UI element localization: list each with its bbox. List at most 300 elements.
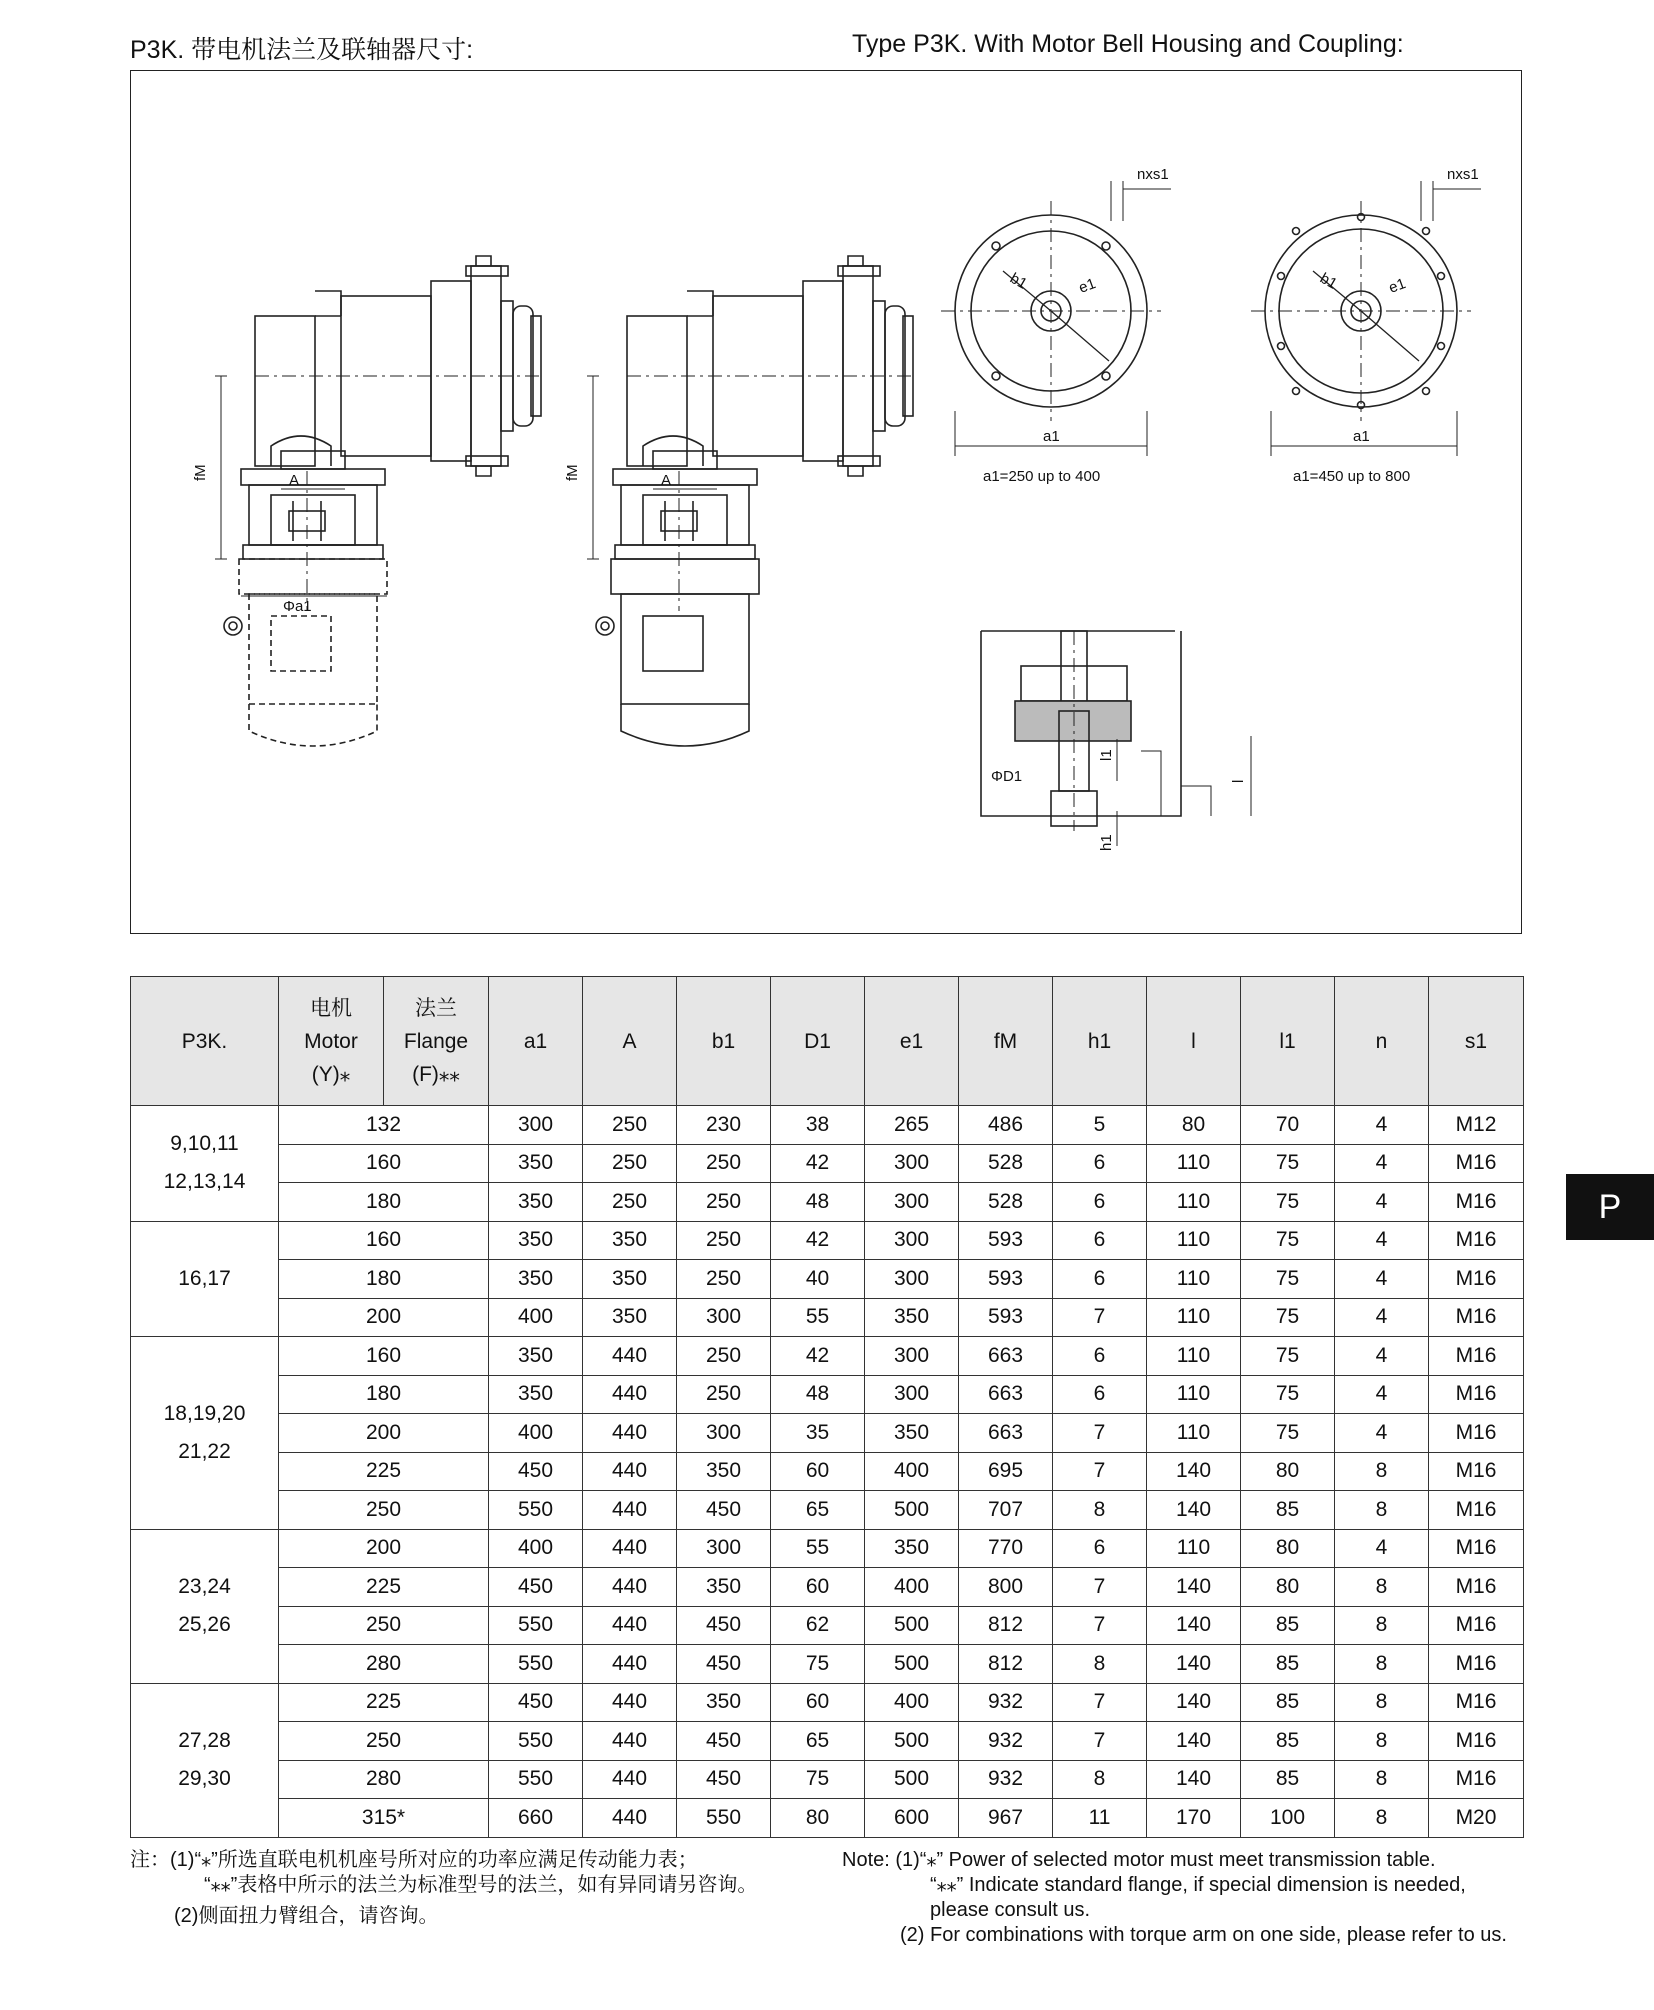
flange-large-drawing bbox=[1251, 181, 1481, 456]
value-cell: 75 bbox=[771, 1760, 865, 1799]
header-flange-cn: 法兰 bbox=[415, 996, 457, 1020]
value-cell: 65 bbox=[771, 1491, 865, 1530]
value-cell: 110 bbox=[1147, 1221, 1241, 1260]
value-cell: 450 bbox=[489, 1452, 583, 1491]
value-cell: 250 bbox=[583, 1144, 677, 1183]
value-cell: 660 bbox=[489, 1799, 583, 1838]
value-cell: 140 bbox=[1147, 1491, 1241, 1530]
value-cell: 250 bbox=[677, 1183, 771, 1222]
value-cell: 70 bbox=[1241, 1106, 1335, 1145]
value-cell: 550 bbox=[489, 1760, 583, 1799]
value-cell: 110 bbox=[1147, 1337, 1241, 1376]
value-cell: M16 bbox=[1429, 1298, 1524, 1337]
value-cell: M16 bbox=[1429, 1221, 1524, 1260]
value-cell: 48 bbox=[771, 1375, 865, 1414]
value-cell: 250 bbox=[677, 1260, 771, 1299]
value-cell: 440 bbox=[583, 1606, 677, 1645]
value-cell: 60 bbox=[771, 1683, 865, 1722]
nxs1-label-small: nxs1 bbox=[1137, 166, 1169, 183]
value-cell: M16 bbox=[1429, 1760, 1524, 1799]
value-cell: 75 bbox=[1241, 1414, 1335, 1453]
value-cell: 7 bbox=[1053, 1683, 1147, 1722]
value-cell: 6 bbox=[1053, 1221, 1147, 1260]
value-cell: M16 bbox=[1429, 1375, 1524, 1414]
value-cell: 55 bbox=[771, 1298, 865, 1337]
note-en-line-1: Note: (1)“⁎” Power of selected motor must meet transmission table. bbox=[842, 1849, 1436, 1871]
value-cell: 75 bbox=[771, 1645, 865, 1684]
value-cell: 707 bbox=[959, 1491, 1053, 1530]
value-cell: 140 bbox=[1147, 1452, 1241, 1491]
a-label-right: A bbox=[661, 472, 672, 489]
value-cell: 550 bbox=[489, 1645, 583, 1684]
nxs1-label-large: nxs1 bbox=[1447, 166, 1479, 183]
header-fM: fM bbox=[959, 977, 1053, 1106]
value-cell: 75 bbox=[1241, 1337, 1335, 1376]
value-cell: 400 bbox=[865, 1452, 959, 1491]
size-group-line: 16,17 bbox=[178, 1266, 231, 1290]
value-cell: 6 bbox=[1053, 1260, 1147, 1299]
value-cell: 440 bbox=[583, 1683, 677, 1722]
value-cell: 350 bbox=[865, 1414, 959, 1453]
value-cell: 350 bbox=[489, 1144, 583, 1183]
table-row bbox=[131, 1414, 1524, 1453]
value-cell: 440 bbox=[583, 1337, 677, 1376]
flange-small-caption: a1=250 up to 400 bbox=[983, 468, 1101, 485]
value-cell: 230 bbox=[677, 1106, 771, 1145]
value-cell: 60 bbox=[771, 1568, 865, 1607]
value-cell: 8 bbox=[1053, 1645, 1147, 1684]
value-cell: 7 bbox=[1053, 1452, 1147, 1491]
table-row bbox=[131, 1298, 1524, 1337]
value-cell: 663 bbox=[959, 1375, 1053, 1414]
table-row bbox=[131, 1375, 1524, 1414]
value-cell: 440 bbox=[583, 1414, 677, 1453]
value-cell: 6 bbox=[1053, 1144, 1147, 1183]
table-body bbox=[131, 1106, 1524, 1838]
value-cell: 250 bbox=[677, 1144, 771, 1183]
table-row bbox=[131, 1760, 1524, 1799]
phi-a1-label: Φa1 bbox=[283, 598, 312, 615]
value-cell: 140 bbox=[1147, 1760, 1241, 1799]
value-cell: M16 bbox=[1429, 1529, 1524, 1568]
notes-english bbox=[842, 1848, 1507, 1948]
l-label: l bbox=[1230, 779, 1247, 783]
value-cell: 85 bbox=[1241, 1760, 1335, 1799]
value-cell: 80 bbox=[1241, 1452, 1335, 1491]
value-cell: 400 bbox=[489, 1298, 583, 1337]
size-group-cell bbox=[131, 1221, 279, 1337]
header-flange-en: Flange bbox=[403, 1029, 469, 1053]
value-cell: 60 bbox=[771, 1452, 865, 1491]
size-group-cell bbox=[131, 1106, 279, 1222]
value-cell: 250 bbox=[583, 1106, 677, 1145]
value-cell: 486 bbox=[959, 1106, 1053, 1145]
value-cell: 85 bbox=[1241, 1645, 1335, 1684]
value-cell: 100 bbox=[1241, 1799, 1335, 1838]
motor-flange-cell: 225 bbox=[279, 1568, 489, 1607]
page-title-cn: P3K. 带电机法兰及联轴器尺寸: bbox=[130, 36, 474, 64]
value-cell: 8 bbox=[1335, 1645, 1429, 1684]
value-cell: M16 bbox=[1429, 1683, 1524, 1722]
header-h1: h1 bbox=[1053, 977, 1147, 1106]
value-cell: 300 bbox=[677, 1414, 771, 1453]
section-tab-p: P bbox=[1566, 1174, 1654, 1240]
value-cell: 250 bbox=[583, 1183, 677, 1222]
value-cell: 75 bbox=[1241, 1298, 1335, 1337]
table-row bbox=[131, 1260, 1524, 1299]
size-group-cell bbox=[131, 1529, 279, 1683]
value-cell: 550 bbox=[677, 1799, 771, 1838]
value-cell: 140 bbox=[1147, 1568, 1241, 1607]
value-cell: 8 bbox=[1335, 1491, 1429, 1530]
value-cell: 550 bbox=[489, 1606, 583, 1645]
value-cell: 350 bbox=[677, 1452, 771, 1491]
e1-label-small: e1 bbox=[1076, 275, 1099, 297]
value-cell: 11 bbox=[1053, 1799, 1147, 1838]
value-cell: 440 bbox=[583, 1491, 677, 1530]
value-cell: M16 bbox=[1429, 1645, 1524, 1684]
motor-flange-cell: 180 bbox=[279, 1183, 489, 1222]
table-row bbox=[131, 1452, 1524, 1491]
note-en-line-4: (2) For combinations with torque arm on one side, please refer to us. bbox=[900, 1924, 1507, 1946]
value-cell: 800 bbox=[959, 1568, 1053, 1607]
value-cell: 110 bbox=[1147, 1260, 1241, 1299]
value-cell: M16 bbox=[1429, 1491, 1524, 1530]
size-group-line: 18,19,20 bbox=[163, 1401, 246, 1425]
value-cell: 250 bbox=[677, 1221, 771, 1260]
table-row bbox=[131, 1606, 1524, 1645]
value-cell: 8 bbox=[1053, 1491, 1147, 1530]
header-e1: e1 bbox=[865, 977, 959, 1106]
l1-label: l1 bbox=[1098, 749, 1115, 761]
table-row bbox=[131, 1106, 1524, 1145]
table-row bbox=[131, 1645, 1524, 1684]
value-cell: 400 bbox=[489, 1529, 583, 1568]
size-group-cell bbox=[131, 1337, 279, 1530]
value-cell: 8 bbox=[1335, 1799, 1429, 1838]
value-cell: 663 bbox=[959, 1337, 1053, 1376]
value-cell: 400 bbox=[865, 1568, 959, 1607]
size-group-line: 12,13,14 bbox=[163, 1170, 246, 1194]
header-l: l bbox=[1147, 977, 1241, 1106]
value-cell: 85 bbox=[1241, 1722, 1335, 1761]
motor-flange-cell: 160 bbox=[279, 1221, 489, 1260]
value-cell: 300 bbox=[677, 1529, 771, 1568]
value-cell: 42 bbox=[771, 1337, 865, 1376]
motor-flange-cell: 250 bbox=[279, 1722, 489, 1761]
value-cell: 8 bbox=[1053, 1760, 1147, 1799]
value-cell: 350 bbox=[489, 1337, 583, 1376]
value-cell: 4 bbox=[1335, 1144, 1429, 1183]
value-cell: 932 bbox=[959, 1683, 1053, 1722]
value-cell: 4 bbox=[1335, 1529, 1429, 1568]
motor-flange-cell: 225 bbox=[279, 1683, 489, 1722]
notes-chinese bbox=[130, 1848, 757, 1929]
motor-flange-cell: 250 bbox=[279, 1606, 489, 1645]
value-cell: 8 bbox=[1335, 1683, 1429, 1722]
header-motor-code: (Y)⁎ bbox=[311, 1062, 351, 1086]
note-en-line-2: “⁎⁎” Indicate standard flange, if special dimension is needed, bbox=[930, 1874, 1466, 1896]
header-b1: b1 bbox=[677, 977, 771, 1106]
value-cell: 110 bbox=[1147, 1144, 1241, 1183]
value-cell: 440 bbox=[583, 1375, 677, 1414]
table-header-row bbox=[131, 977, 1524, 1106]
value-cell: 75 bbox=[1241, 1375, 1335, 1414]
value-cell: 140 bbox=[1147, 1683, 1241, 1722]
value-cell: 140 bbox=[1147, 1645, 1241, 1684]
value-cell: 500 bbox=[865, 1722, 959, 1761]
value-cell: 7 bbox=[1053, 1722, 1147, 1761]
table-row bbox=[131, 1568, 1524, 1607]
b1-label-large: b1 bbox=[1317, 269, 1340, 293]
value-cell: 600 bbox=[865, 1799, 959, 1838]
value-cell: 500 bbox=[865, 1645, 959, 1684]
value-cell: 4 bbox=[1335, 1298, 1429, 1337]
value-cell: 450 bbox=[677, 1722, 771, 1761]
size-group-line: 23,24 bbox=[178, 1575, 231, 1598]
header-s1: s1 bbox=[1429, 977, 1524, 1106]
table-row bbox=[131, 1491, 1524, 1530]
value-cell: 7 bbox=[1053, 1606, 1147, 1645]
flange-small-drawing bbox=[941, 181, 1171, 456]
value-cell: 5 bbox=[1053, 1106, 1147, 1145]
value-cell: 593 bbox=[959, 1260, 1053, 1299]
motor-flange-cell: 160 bbox=[279, 1337, 489, 1376]
value-cell: 55 bbox=[771, 1529, 865, 1568]
value-cell: 350 bbox=[489, 1375, 583, 1414]
value-cell: 663 bbox=[959, 1414, 1053, 1453]
value-cell: 812 bbox=[959, 1606, 1053, 1645]
motor-flange-cell: 280 bbox=[279, 1760, 489, 1799]
value-cell: 350 bbox=[583, 1221, 677, 1260]
value-cell: M16 bbox=[1429, 1722, 1524, 1761]
value-cell: 75 bbox=[1241, 1260, 1335, 1299]
table-row bbox=[131, 1183, 1524, 1222]
value-cell: 550 bbox=[489, 1491, 583, 1530]
note-cn-line-2: “⁎⁎”表格中所示的法兰为标准型号的法兰，如有异同请另咨询。 bbox=[204, 1874, 758, 1896]
motor-flange-cell: 180 bbox=[279, 1375, 489, 1414]
value-cell: 812 bbox=[959, 1645, 1053, 1684]
value-cell: 350 bbox=[583, 1298, 677, 1337]
value-cell: 8 bbox=[1335, 1606, 1429, 1645]
technical-drawing bbox=[131, 71, 1523, 935]
value-cell: M16 bbox=[1429, 1337, 1524, 1376]
value-cell: 695 bbox=[959, 1452, 1053, 1491]
motor-flange-cell: 160 bbox=[279, 1144, 489, 1183]
note-cn-line-1: 注：(1)“⁎”所选直联电机机座号所对应的功率应满足传动能力表； bbox=[130, 1849, 698, 1871]
value-cell: 450 bbox=[677, 1760, 771, 1799]
value-cell: 350 bbox=[677, 1568, 771, 1607]
header-flange bbox=[384, 977, 489, 1106]
coupling-detail-drawing bbox=[981, 631, 1251, 846]
value-cell: 967 bbox=[959, 1799, 1053, 1838]
value-cell: 8 bbox=[1335, 1722, 1429, 1761]
motor-flange-cell: 280 bbox=[279, 1645, 489, 1684]
value-cell: 450 bbox=[677, 1491, 771, 1530]
value-cell: 65 bbox=[771, 1722, 865, 1761]
value-cell: 75 bbox=[1241, 1183, 1335, 1222]
header-a1: a1 bbox=[489, 977, 583, 1106]
value-cell: 6 bbox=[1053, 1375, 1147, 1414]
a1-label-large: a1 bbox=[1353, 428, 1370, 445]
table-row bbox=[131, 1799, 1524, 1838]
value-cell: 440 bbox=[583, 1722, 677, 1761]
value-cell: 300 bbox=[865, 1337, 959, 1376]
value-cell: 265 bbox=[865, 1106, 959, 1145]
note-en-line-3: please consult us. bbox=[930, 1899, 1091, 1921]
value-cell: 300 bbox=[677, 1298, 771, 1337]
technical-drawing-frame bbox=[130, 70, 1522, 934]
value-cell: 85 bbox=[1241, 1683, 1335, 1722]
table-row bbox=[131, 1529, 1524, 1568]
gearbox-left-drawing bbox=[224, 256, 541, 746]
value-cell: 42 bbox=[771, 1221, 865, 1260]
value-cell: 4 bbox=[1335, 1106, 1429, 1145]
header-motor bbox=[279, 977, 384, 1106]
value-cell: 170 bbox=[1147, 1799, 1241, 1838]
value-cell: M20 bbox=[1429, 1799, 1524, 1838]
value-cell: 350 bbox=[489, 1221, 583, 1260]
value-cell: M16 bbox=[1429, 1452, 1524, 1491]
value-cell: 7 bbox=[1053, 1568, 1147, 1607]
value-cell: 300 bbox=[865, 1183, 959, 1222]
value-cell: 80 bbox=[1147, 1106, 1241, 1145]
h1-label: h1 bbox=[1098, 834, 1115, 851]
size-group-line: 9,10,11 bbox=[170, 1132, 239, 1156]
value-cell: 440 bbox=[583, 1568, 677, 1607]
value-cell: 4 bbox=[1335, 1414, 1429, 1453]
value-cell: 75 bbox=[1241, 1144, 1335, 1183]
fm-label-right: fM bbox=[564, 464, 581, 481]
value-cell: 300 bbox=[865, 1260, 959, 1299]
value-cell: 4 bbox=[1335, 1183, 1429, 1222]
value-cell: 300 bbox=[865, 1221, 959, 1260]
value-cell: 528 bbox=[959, 1183, 1053, 1222]
value-cell: 593 bbox=[959, 1221, 1053, 1260]
fm-label-left: fM bbox=[192, 464, 209, 481]
dimension-table bbox=[130, 976, 1524, 1838]
value-cell: 300 bbox=[865, 1144, 959, 1183]
value-cell: 6 bbox=[1053, 1529, 1147, 1568]
header-A: A bbox=[583, 977, 677, 1106]
value-cell: 80 bbox=[1241, 1529, 1335, 1568]
value-cell: 4 bbox=[1335, 1337, 1429, 1376]
value-cell: 40 bbox=[771, 1260, 865, 1299]
header-motor-en: Motor bbox=[304, 1029, 358, 1053]
value-cell: M16 bbox=[1429, 1414, 1524, 1453]
a1-label-small: a1 bbox=[1043, 428, 1060, 445]
value-cell: 350 bbox=[489, 1260, 583, 1299]
value-cell: 450 bbox=[489, 1568, 583, 1607]
value-cell: 450 bbox=[489, 1683, 583, 1722]
value-cell: 80 bbox=[771, 1799, 865, 1838]
a-label-left: A bbox=[289, 472, 300, 489]
value-cell: 440 bbox=[583, 1760, 677, 1799]
header-motor-cn: 电机 bbox=[310, 996, 352, 1020]
value-cell: 4 bbox=[1335, 1375, 1429, 1414]
size-group-line: 21,22 bbox=[178, 1439, 231, 1463]
motor-flange-cell: 200 bbox=[279, 1529, 489, 1568]
table-row bbox=[131, 1722, 1524, 1761]
value-cell: 440 bbox=[583, 1452, 677, 1491]
page-title-en: Type P3K. With Motor Bell Housing and Coupling: bbox=[852, 30, 1404, 58]
value-cell: 770 bbox=[959, 1529, 1053, 1568]
motor-flange-cell: 132 bbox=[279, 1106, 489, 1145]
value-cell: 350 bbox=[489, 1183, 583, 1222]
value-cell: 110 bbox=[1147, 1414, 1241, 1453]
table-row bbox=[131, 1221, 1524, 1260]
table-row bbox=[131, 1683, 1524, 1722]
value-cell: 350 bbox=[583, 1260, 677, 1299]
value-cell: 85 bbox=[1241, 1606, 1335, 1645]
value-cell: 350 bbox=[677, 1683, 771, 1722]
value-cell: 593 bbox=[959, 1298, 1053, 1337]
value-cell: 7 bbox=[1053, 1414, 1147, 1453]
value-cell: 932 bbox=[959, 1722, 1053, 1761]
value-cell: 42 bbox=[771, 1144, 865, 1183]
header-n: n bbox=[1335, 977, 1429, 1106]
value-cell: 350 bbox=[865, 1298, 959, 1337]
value-cell: 400 bbox=[489, 1414, 583, 1453]
value-cell: 4 bbox=[1335, 1221, 1429, 1260]
header-flange-code: (F)⁎⁎ bbox=[412, 1062, 460, 1086]
phi-d1-label: ΦD1 bbox=[991, 768, 1023, 785]
size-group-line: 29,30 bbox=[178, 1767, 231, 1790]
value-cell: 110 bbox=[1147, 1183, 1241, 1222]
b1-label-small: b1 bbox=[1007, 269, 1030, 293]
value-cell: 300 bbox=[489, 1106, 583, 1145]
value-cell: 80 bbox=[1241, 1568, 1335, 1607]
value-cell: 110 bbox=[1147, 1529, 1241, 1568]
motor-flange-cell: 250 bbox=[279, 1491, 489, 1530]
value-cell: 250 bbox=[677, 1337, 771, 1376]
flange-large-caption: a1=450 up to 800 bbox=[1293, 468, 1411, 485]
value-cell: 7 bbox=[1053, 1298, 1147, 1337]
motor-flange-cell: 200 bbox=[279, 1414, 489, 1453]
size-group-line: 25,26 bbox=[178, 1613, 231, 1636]
value-cell: 6 bbox=[1053, 1337, 1147, 1376]
value-cell: 250 bbox=[677, 1375, 771, 1414]
table-row bbox=[131, 1144, 1524, 1183]
value-cell: 8 bbox=[1335, 1568, 1429, 1607]
value-cell: M16 bbox=[1429, 1606, 1524, 1645]
value-cell: 62 bbox=[771, 1606, 865, 1645]
value-cell: 85 bbox=[1241, 1491, 1335, 1530]
e1-label-large: e1 bbox=[1386, 275, 1409, 297]
size-group-cell bbox=[131, 1683, 279, 1837]
value-cell: 440 bbox=[583, 1645, 677, 1684]
value-cell: 140 bbox=[1147, 1722, 1241, 1761]
motor-flange-cell: 200 bbox=[279, 1298, 489, 1337]
motor-flange-cell: 180 bbox=[279, 1260, 489, 1299]
value-cell: 75 bbox=[1241, 1221, 1335, 1260]
value-cell: 140 bbox=[1147, 1606, 1241, 1645]
motor-flange-cell: 315* bbox=[279, 1799, 489, 1838]
value-cell: 8 bbox=[1335, 1760, 1429, 1799]
value-cell: 350 bbox=[865, 1529, 959, 1568]
value-cell: 4 bbox=[1335, 1260, 1429, 1299]
value-cell: 48 bbox=[771, 1183, 865, 1222]
size-group-line: 27,28 bbox=[178, 1729, 231, 1752]
header-l1: l1 bbox=[1241, 977, 1335, 1106]
header-D1: D1 bbox=[771, 977, 865, 1106]
motor-flange-cell: 225 bbox=[279, 1452, 489, 1491]
value-cell: M16 bbox=[1429, 1260, 1524, 1299]
value-cell: M16 bbox=[1429, 1183, 1524, 1222]
gearbox-right-drawing bbox=[596, 256, 913, 746]
value-cell: 450 bbox=[677, 1606, 771, 1645]
value-cell: 440 bbox=[583, 1529, 677, 1568]
